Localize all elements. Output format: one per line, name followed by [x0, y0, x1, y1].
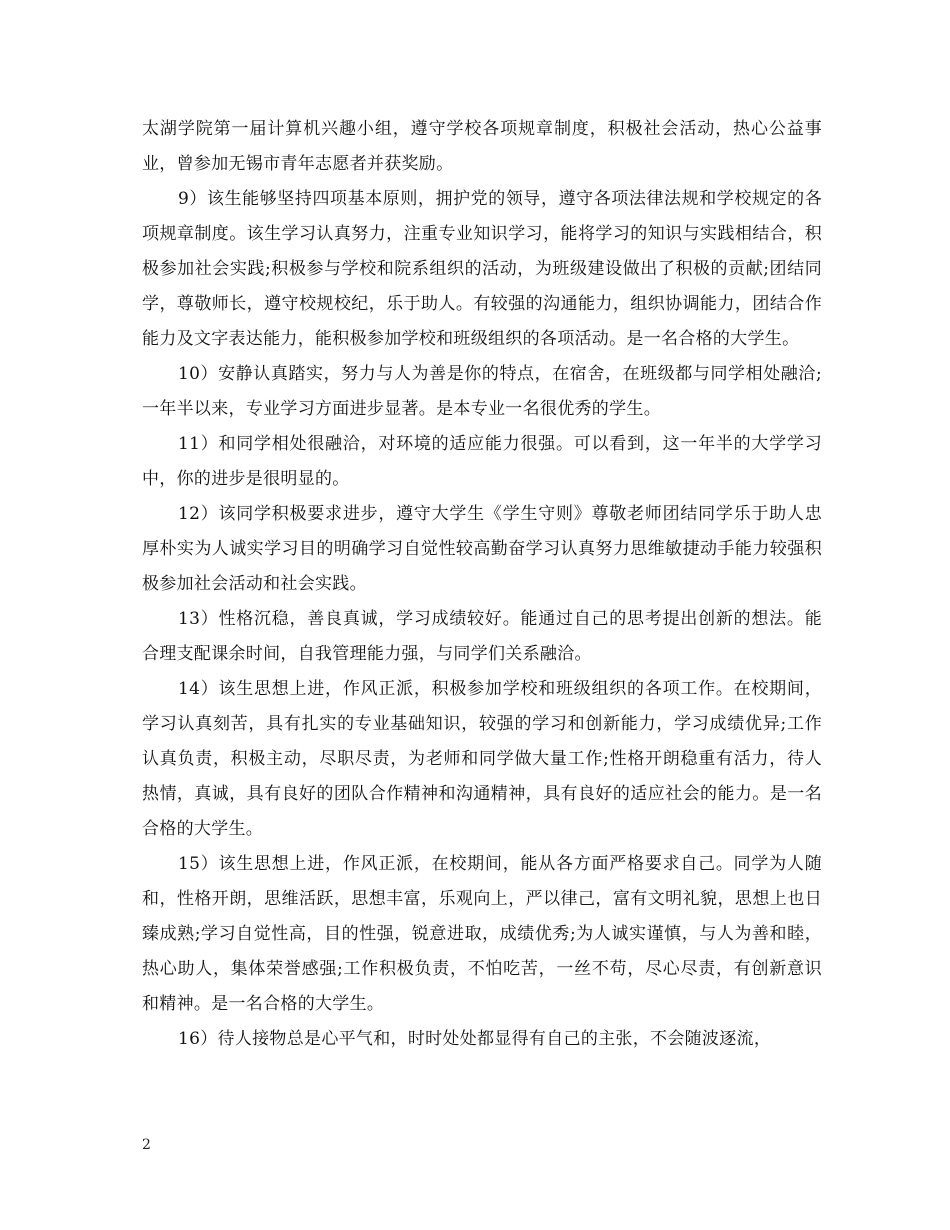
paragraph-continued: 太湖学院第一届计算机兴趣小组，遵守学校各项规章制度，积极社会活动，热心公益事业，曾参加无锡市青年志愿者并获奖励。 — [142, 119, 822, 174]
paragraph-item-15: 15）该生思想上进，作风正派，在校期间，能从各方面严格要求自己。同学为人随和，性格开朗，思维活跃，思想丰富，乐观向上，严以律己，富有文明礼貌，思想上也日臻成熟;学习自觉性高，目的性强，锐意进取，成绩优秀;为人诚实谨慎，与人为善和睦，热心助人，集体荣誉感强;工作积极负责，不怕吃苦，一丝不苟，尽心尽责，有创新意识和精神。是一名合格的大学生。 — [142, 854, 822, 1014]
paragraph-item-10: 10）安静认真踏实，努力与人为善是你的特点，在宿舍，在班级都与同学相处融洽;一年半以来，专业学习方面进步显著。是本专业一名很优秀的学生。 — [142, 364, 822, 419]
page-number: 2 — [142, 1137, 151, 1153]
paragraph-item-14: 14）该生思想上进，作风正派，积极参加学校和班级组织的各项工作。在校期间，学习认真刻苦，具有扎实的专业基础知识，较强的学习和创新能力，学习成绩优异;工作认真负责，积极主动，尽职尽责，为老师和同学做大量工作;性格开朗稳重有活力，待人热情，真诚，具有良好的团队合作精神和沟通精神，具有良好的适应社会的能力。是一名合格的大学生。 — [142, 679, 822, 839]
paragraph-item-12: 12）该同学积极要求进步，遵守大学生《学生守则》尊敬老师团结同学乐于助人忠厚朴实为人诚实学习目的明确学习自觉性较高勤奋学习认真努力思维敏捷动手能力较强积极参加社会活动和社会实践。 — [142, 504, 822, 594]
paragraph-item-9: 9）该生能够坚持四项基本原则，拥护党的领导，遵守各项法律法规和学校规定的各项规章制度。该生学习认真努力，注重专业知识学习，能将学习的知识与实践相结合，积极参加社会实践;积极参与学校和院系组织的活动，为班级建设做出了积极的贡献;团结同学，尊敬师长，遵守校规校纪，乐于助人。有较强的沟通能力，组织协调能力，团结合作能力及文字表达能力，能积极参加学校和班级组织的各项活动。是一名合格的大学生。 — [142, 189, 822, 349]
paragraph-item-13: 13）性格沉稳，善良真诚，学习成绩较好。能通过自己的思考提出创新的想法。能合理支配课余时间，自我管理能力强，与同学们关系融洽。 — [142, 609, 822, 664]
document-body — [142, 112, 822, 1057]
paragraph-item-16: 16）待人接物总是心平气和，时时处处都显得有自己的主张，不会随波逐流， — [178, 1029, 772, 1049]
paragraph-item-11: 11）和同学相处很融洽，对环境的适应能力很强。可以看到，这一年半的大学学习中，你的进步是很明显的。 — [142, 434, 822, 489]
